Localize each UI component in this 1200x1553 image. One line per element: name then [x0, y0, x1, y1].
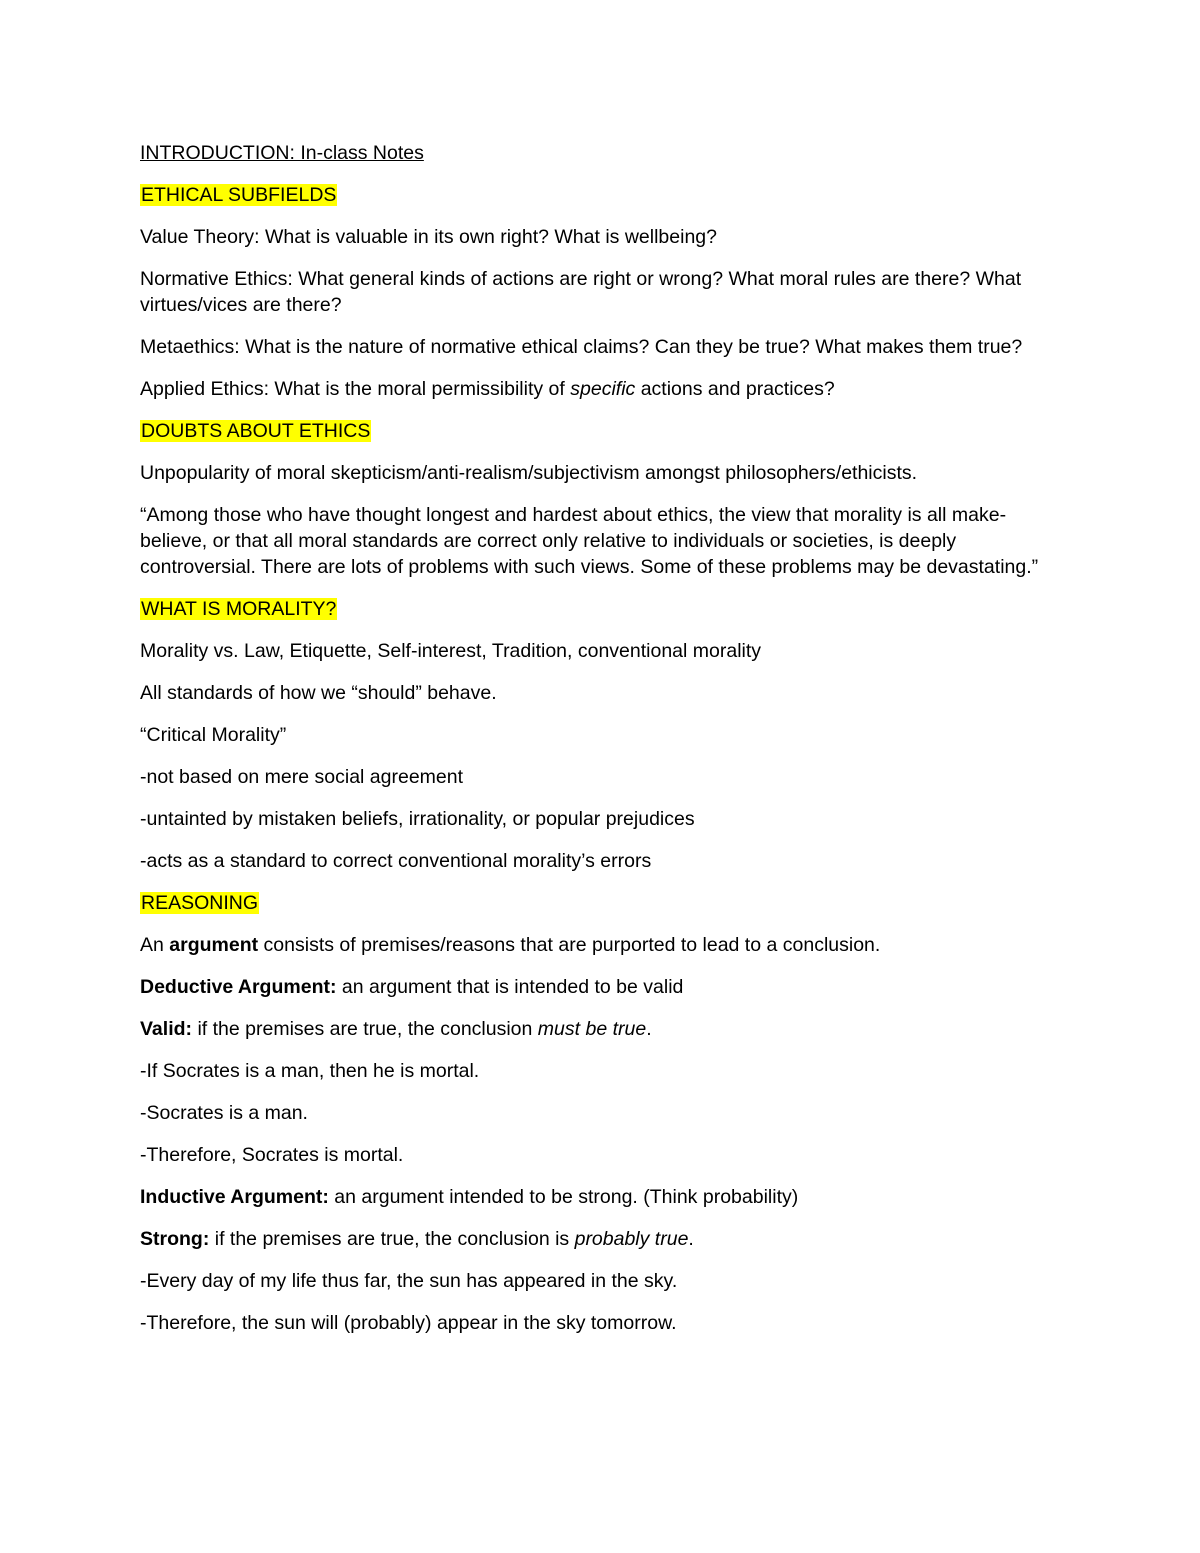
list-item: -not based on mere social agreement — [140, 766, 464, 788]
section-heading-doubts: DOUBTS ABOUT ETHICS — [141, 420, 371, 442]
list-item: -acts as a standard to correct conventional morality’s errors — [140, 850, 652, 872]
paragraph-applied-ethics: Applied Ethics: What is the moral permissibility of specific actions and practices? — [140, 378, 835, 400]
section-heading-subfields: ETHICAL SUBFIELDS — [141, 184, 337, 206]
paragraph-all-standards: All standards of how we “should” behave. — [140, 682, 497, 704]
paragraph-argument-definition: An argument consists of premises/reasons that are purported to lead to a conclusion. — [140, 934, 881, 956]
list-item: -untainted by mistaken beliefs, irrationality, or popular prejudices — [140, 808, 695, 830]
document-title: INTRODUCTION: In-class Notes — [140, 142, 424, 164]
paragraph-unpopularity: Unpopularity of moral skepticism/anti-realism/subjectivism amongst philosophers/ethicists. — [140, 462, 918, 484]
paragraph-inductive-argument: Inductive Argument: an argument intended to be strong. (Think probability) — [140, 1186, 799, 1208]
list-item: -Every day of my life thus far, the sun has appeared in the sky. — [140, 1270, 678, 1292]
section-heading-morality: WHAT IS MORALITY? — [141, 598, 337, 620]
list-item: -Socrates is a man. — [140, 1102, 308, 1124]
paragraph-strong: Strong: if the premises are true, the conclusion is probably true. — [140, 1228, 694, 1250]
section-heading-reasoning: REASONING — [141, 892, 259, 914]
paragraph-quote: “Among those who have thought longest and hardest about ethics, the view that morality is all make-believe, or that all moral standards are correct only relative to individuals or societies, is deeply controversial. There are lots of problems with such views. Some of these problems may be devastating.” — [140, 504, 1039, 578]
paragraph-normative-ethics: Normative Ethics: What general kinds of actions are right or wrong? What moral rules are there? What virtues/vices are there? — [140, 268, 1022, 316]
paragraph-value-theory: Value Theory: What is valuable in its own right? What is wellbeing? — [140, 226, 717, 248]
list-item: -If Socrates is a man, then he is mortal. — [140, 1060, 480, 1082]
list-item: -Therefore, the sun will (probably) appear in the sky tomorrow. — [140, 1312, 677, 1334]
document-page — [140, 140, 1070, 1352]
paragraph-morality-vs: Morality vs. Law, Etiquette, Self-interest, Tradition, conventional morality — [140, 640, 762, 662]
paragraph-metaethics: Metaethics: What is the nature of normative ethical claims? Can they be true? What makes them true? — [140, 336, 1023, 358]
paragraph-valid: Valid: if the premises are true, the conclusion must be true. — [140, 1018, 652, 1040]
list-item: -Therefore, Socrates is mortal. — [140, 1144, 404, 1166]
paragraph-deductive-argument: Deductive Argument: an argument that is intended to be valid — [140, 976, 684, 998]
paragraph-critical-morality: “Critical Morality” — [140, 724, 287, 746]
